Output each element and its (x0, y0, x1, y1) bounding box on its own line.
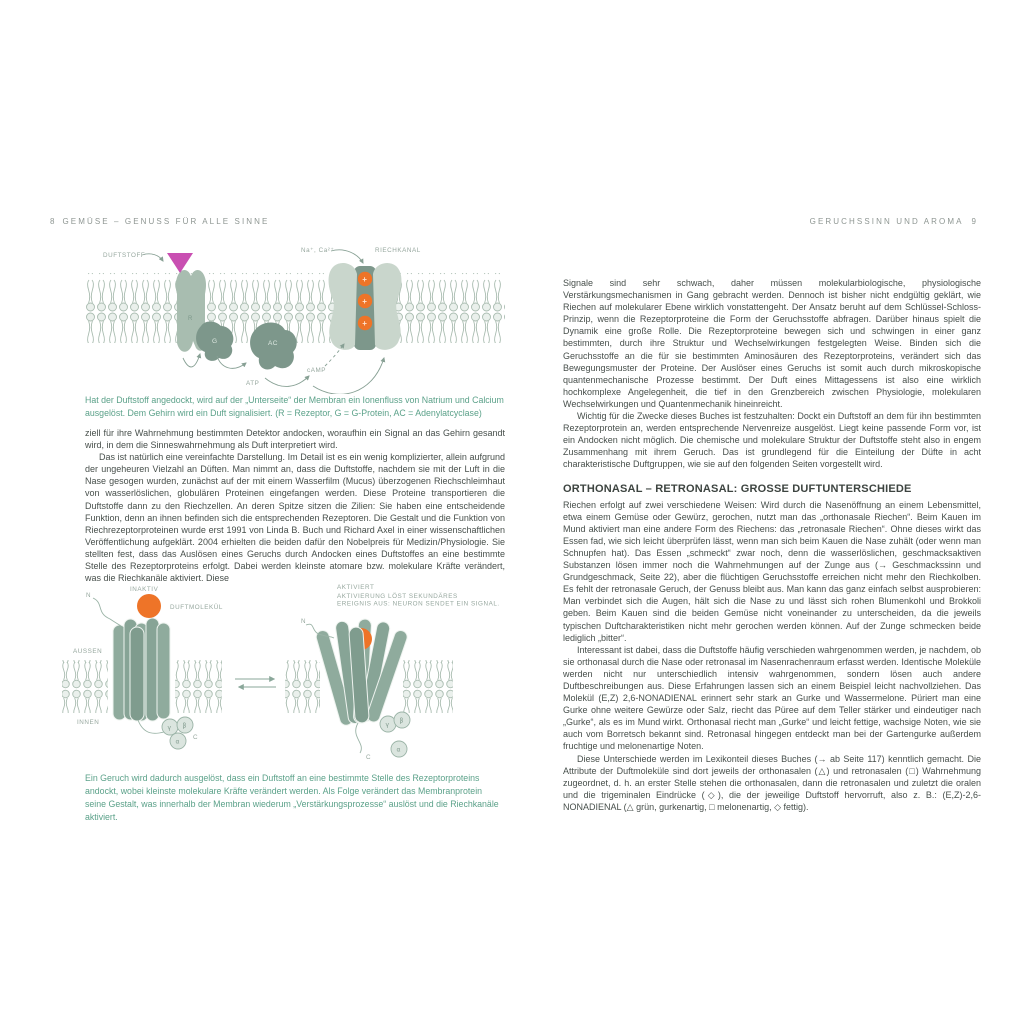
membrane-strip (403, 660, 453, 713)
equilibrium-arrows (235, 679, 276, 687)
gamma-label: γ (167, 724, 172, 732)
ion-plus: + (362, 297, 367, 306)
receptor-helices-inactive (113, 618, 170, 721)
receptor-label: R (188, 316, 193, 322)
duftstoff-label: DUFTSTOFF (103, 252, 146, 259)
inaktiv-label: INAKTIV (130, 586, 159, 593)
ac-label: AC (268, 340, 278, 347)
innen-label: INNEN (77, 719, 100, 726)
figure-receptor-activation-diagram (60, 583, 505, 775)
lipid-bilayer (85, 273, 505, 343)
odorant-molecule (137, 594, 161, 618)
aktiviert-label: AKTIVIERT (337, 584, 375, 591)
duftmolekuel-label: DUFTMOLEKÜL (170, 604, 223, 611)
running-title-left: GEMÜSE – GENUSS FÜR ALLE SINNE (62, 217, 270, 226)
membrane-strip (285, 660, 320, 713)
section-heading: ORTHONASAL – RETRONASAL: GROSSE DUFTUNTERSCHIEDE (563, 482, 912, 495)
c-terminus-label: C (366, 754, 372, 761)
figure2-caption: Ein Geruch wird dadurch ausgelöst, dass ein Duftstoff an eine bestimmte Stelle des Rezeptorproteins andockt, wobei kleinste molekulare Kräfte verändert werden. Als Folge verändert das Membranprotein seine Gestalt, was innerhalb der Membran wiederum „Verstärkungsprozesse“ auslöst und die Riechkanäle aktiviert. (85, 773, 499, 822)
page-number-left: 8 (50, 217, 55, 226)
g-protein-label: G (212, 338, 218, 345)
membrane-signal-svg (85, 242, 505, 394)
n-terminus-label: N (86, 592, 92, 599)
page-number-right: 9 (971, 217, 976, 226)
ion-dots (358, 272, 372, 330)
running-head-left (50, 217, 270, 226)
paragraph: Signale sind sehr schwach, daher müssen molekularbiologische, physiologische Verstärkungsmechanismen in Gang gebracht werden. Dennoch ist bisher nicht endgültig geklärt, wie Riechen auf molekularer Ebene wirklich vonstattengeht. Der Ansatz beruht auf dem Schlüssel-Schloss-Prinzip, wenn die Rezeptorproteine die Form der Geruchsstoffe abfragen. Darüber hinaus spielt die Dynamik eine große Rolle. Die Rezeptorproteine bewegen sich und schwingen in einer ganz bestimmten, durch ihre Struktur und Wechselwirkungen festgelegten Weise. Binden sich die Geruchsstoffe an die für sie bestimmten Aminosäuren des Rezeptorproteins, verändert sich das Bewegungsmuster der Proteine. Der Auslöser eines Geruchs ist somit auch durch mikroskopische quantenmechanische Prozesse bestimmt. Der Duft eines Mittagessens ist also eine wirklich hochkomplexe Angelegenheit, die tief in den Grenzbereich zwischen Physiologie, molekularen Wechselwirkungen und Quantenmechanik hineinreicht. (563, 278, 981, 409)
figure1-caption: Hat der Duftstoff angedockt, wird auf der „Unterseite“ der Membran ein Ionenfluss von Natrium und Calcium ausgelöst. Dem Gehirn wird ein Duft signalisiert. (R = Rezeptor, G = G-Protein, AC = Adenylatcyclase) (85, 395, 504, 418)
atp-label: ATP (246, 380, 260, 387)
g-protein-subunits-inactive (162, 717, 193, 749)
beta-label: β (399, 717, 404, 725)
riechkanal-label: RIECHKANAL (375, 247, 421, 254)
paragraph: ziell für ihre Wahrnehmung bestimmten Detektor andocken, woraufhin ein Signal an das Gehirn gesandt wird, in dem die Sinneswahrnehmung als Duft interpretiert wird. (85, 428, 505, 451)
aussen-label: AUSSEN (73, 648, 103, 655)
paragraph: Diese Unterschiede werden im Lexikonteil dieses Buches (→ ab Seite 117) kenntlich gemacht. Die Attribute der Duftmoleküle sind dort jeweils der orthonasalen (△) und retronasalen (□) Wahrnehmung zugeordnet, d. h. an erster Stelle stehen die orthonasalen, dann die retronasalen und zuletzt die oralen und die trigeminalen Eindrücke (◇), die der jeweilige Duftstoff hervorruft, also z. B.: (E,Z)-2,6-NONADIENAL (△ grün, gurkenartig, □ melonenartig, ◇ fettig). (563, 753, 981, 812)
paragraph: Wichtig für die Zwecke dieses Buches ist festzuhalten: Dockt ein Duftstoff an dem für ihn bestimmten Rezeptorprotein an, werden entsprechende Nervenreize ausgelöst. Liegt keine passende Form vor, ist ein Andocken nicht möglich. Die chemische und molekulare Struktur der Duftstoffe steht also in engem Zusammenhang mit ihrem Geruch. Das ist grundlegend für die Einteilung der Düfte in acht charakteristische Duftgruppen, wie sie auf den folgenden Seiten vorgestellt wird. (563, 411, 981, 470)
beta-label: β (182, 722, 187, 730)
membrane-strip (62, 660, 108, 713)
ion-plus: + (362, 275, 367, 284)
c-terminus-label: C (193, 734, 199, 741)
membrane-strip (175, 660, 222, 713)
n-terminus-label: N (301, 618, 307, 625)
running-head-right (810, 217, 976, 226)
ions-label: Na⁺, Ca²⁺ (301, 247, 335, 254)
odorant-triangle (167, 253, 193, 273)
camp-label: cAMP (307, 367, 326, 374)
gamma-label: γ (385, 721, 390, 729)
receptor-activation-svg (60, 583, 505, 775)
paragraph: Interessant ist dabei, dass die Duftstoffe häufig verschieden wahrgenommen werden, je nachdem, ob sie orthonasal durch die Nase oder retronasal im Nasenrachenraum erfasst werden. Identische Moleküle werden nicht nur unterschiedlich intensiv wahrgenommen, sondern lösen auch andere Duftbeschreibungen aus. Diese Erfahrungen lassen sich an einem Beispiel leicht nachvollziehen. Das Molekül (E,Z) 2,6-NONADIENAL erinnert sehr stark an Gurke und Wassermelone. Püriert man eine Gurke ohne weitere Gewürze oder Salz, riecht das Püree auf dem Teller stärker und eindeutiger nach „Gurke“, als es im Mund wirkt. Orthonasal riecht man „Gurke“ und leicht fettige, wachsige Noten, wie sie auch vom Borretsch bekannt sind. Retronasal hingegen entdeckt man bei der Gartengurke außerdem fruchtige und melonenartige Noten. (563, 644, 981, 752)
aktivierung-label-line1: AKTIVIERUNG LÖST SEKUNDÄRES (337, 593, 458, 600)
paragraph: Riechen erfolgt auf zwei verschiedene Weisen: Wird durch die Nasenöffnung an einem Lebensmittel, etwa einem Gemüse oder Gewürz, gerochen, nutzt man das „orthonasale Riechen“. Beim Kauen im Mund aktiviert man eine andere Form des Riechens: das „retronasale Riechen“. Ohne dieses wirkt das Essen fad, wie sich leicht überprüfen lässt, wenn man sich beim Kauen die Nase zuhält (oder wenn man Schnupfen hat). Das Essen „schmeckt“ zwar noch, denn die wasserlöslichen, geschmacksaktiven Substanzen lösen immer noch die Wahrnehmungen auf der Zunge aus (→ Geschmackssinn und Grundgeschmack, Seite 22), aber die flüchtigen Geruchsstoffe erreichen nicht mehr den Riechkolben. Es fehlt der retronasale Geruch, der Genuss bleibt aus. Man kann das ganz einfach selbst ausprobieren: Man verbindet sich die Augen, hält sich die Nase zu und lässt sich rohen Blumenkohl und Brokkoli geben. Beim Kauen sind die beiden Gemüse nicht voneinander zu unterscheiden, da die jeweils typischen Duftcharakteristiken nicht mehr gerochen werden können. Auf der Zunge schmecken beide lediglich „bitter“. (563, 499, 981, 643)
alpha-label: α (175, 738, 180, 746)
paragraph: Das ist natürlich eine vereinfachte Darstellung. Im Detail ist es ein wenig komplizierter, allein aufgrund der ungeheuren Vielzahl an Düften. Man nimmt an, dass die Duftstoffe, nachdem sie mit der Luft in die Nase gesogen wurden, zunächst auf der mit einem Wasserfilm (Mucus) überzogenen Riechschleimhaut von wasserlöslichen, globulären Proteinen eingefangen werden. Diese Proteine transportieren die Duftstoffe dann zu den Riechzellen. An deren Spitze sitzen die Zilien: Sie haben eine entscheidende Funktion, denn an ihnen befinden sich die entsprechenden Rezeptoren. Die Gestalt und die Funktion von Riechrezeptorproteinen wurde erst 1991 von Linda B. Buch und Richard Axel in einer wissenschaftlichen Veröffentlichung aufgeklärt. 2004 erhielten die beiden dafür den Nobelpreis für Medizin/Physiologie. Sie stellten fest, dass das Auslösen eines Geruchs durch Andocken eines Duftstoffes an eine bestimmte Stelle des Rezeptorproteins erfolgt. Dabei werden kleinste atomare bzw. molekulare Kräfte verändert, was die Riechkanäle aktiviert. Diese (85, 452, 505, 584)
figure-membrane-signal-diagram (85, 242, 505, 394)
g-protein-subunits-active (380, 712, 410, 757)
right-page-body (563, 277, 981, 813)
ion-channel (329, 263, 402, 350)
alpha-label: α (396, 746, 401, 754)
aktivierung-label-line2: EREIGNIS AUS: NEURON SENDET EIN SIGNAL. (337, 600, 500, 608)
running-title-right: GERUCHSSINN UND AROMA (809, 217, 964, 226)
left-page-body (85, 427, 505, 584)
ion-plus: + (362, 319, 367, 328)
